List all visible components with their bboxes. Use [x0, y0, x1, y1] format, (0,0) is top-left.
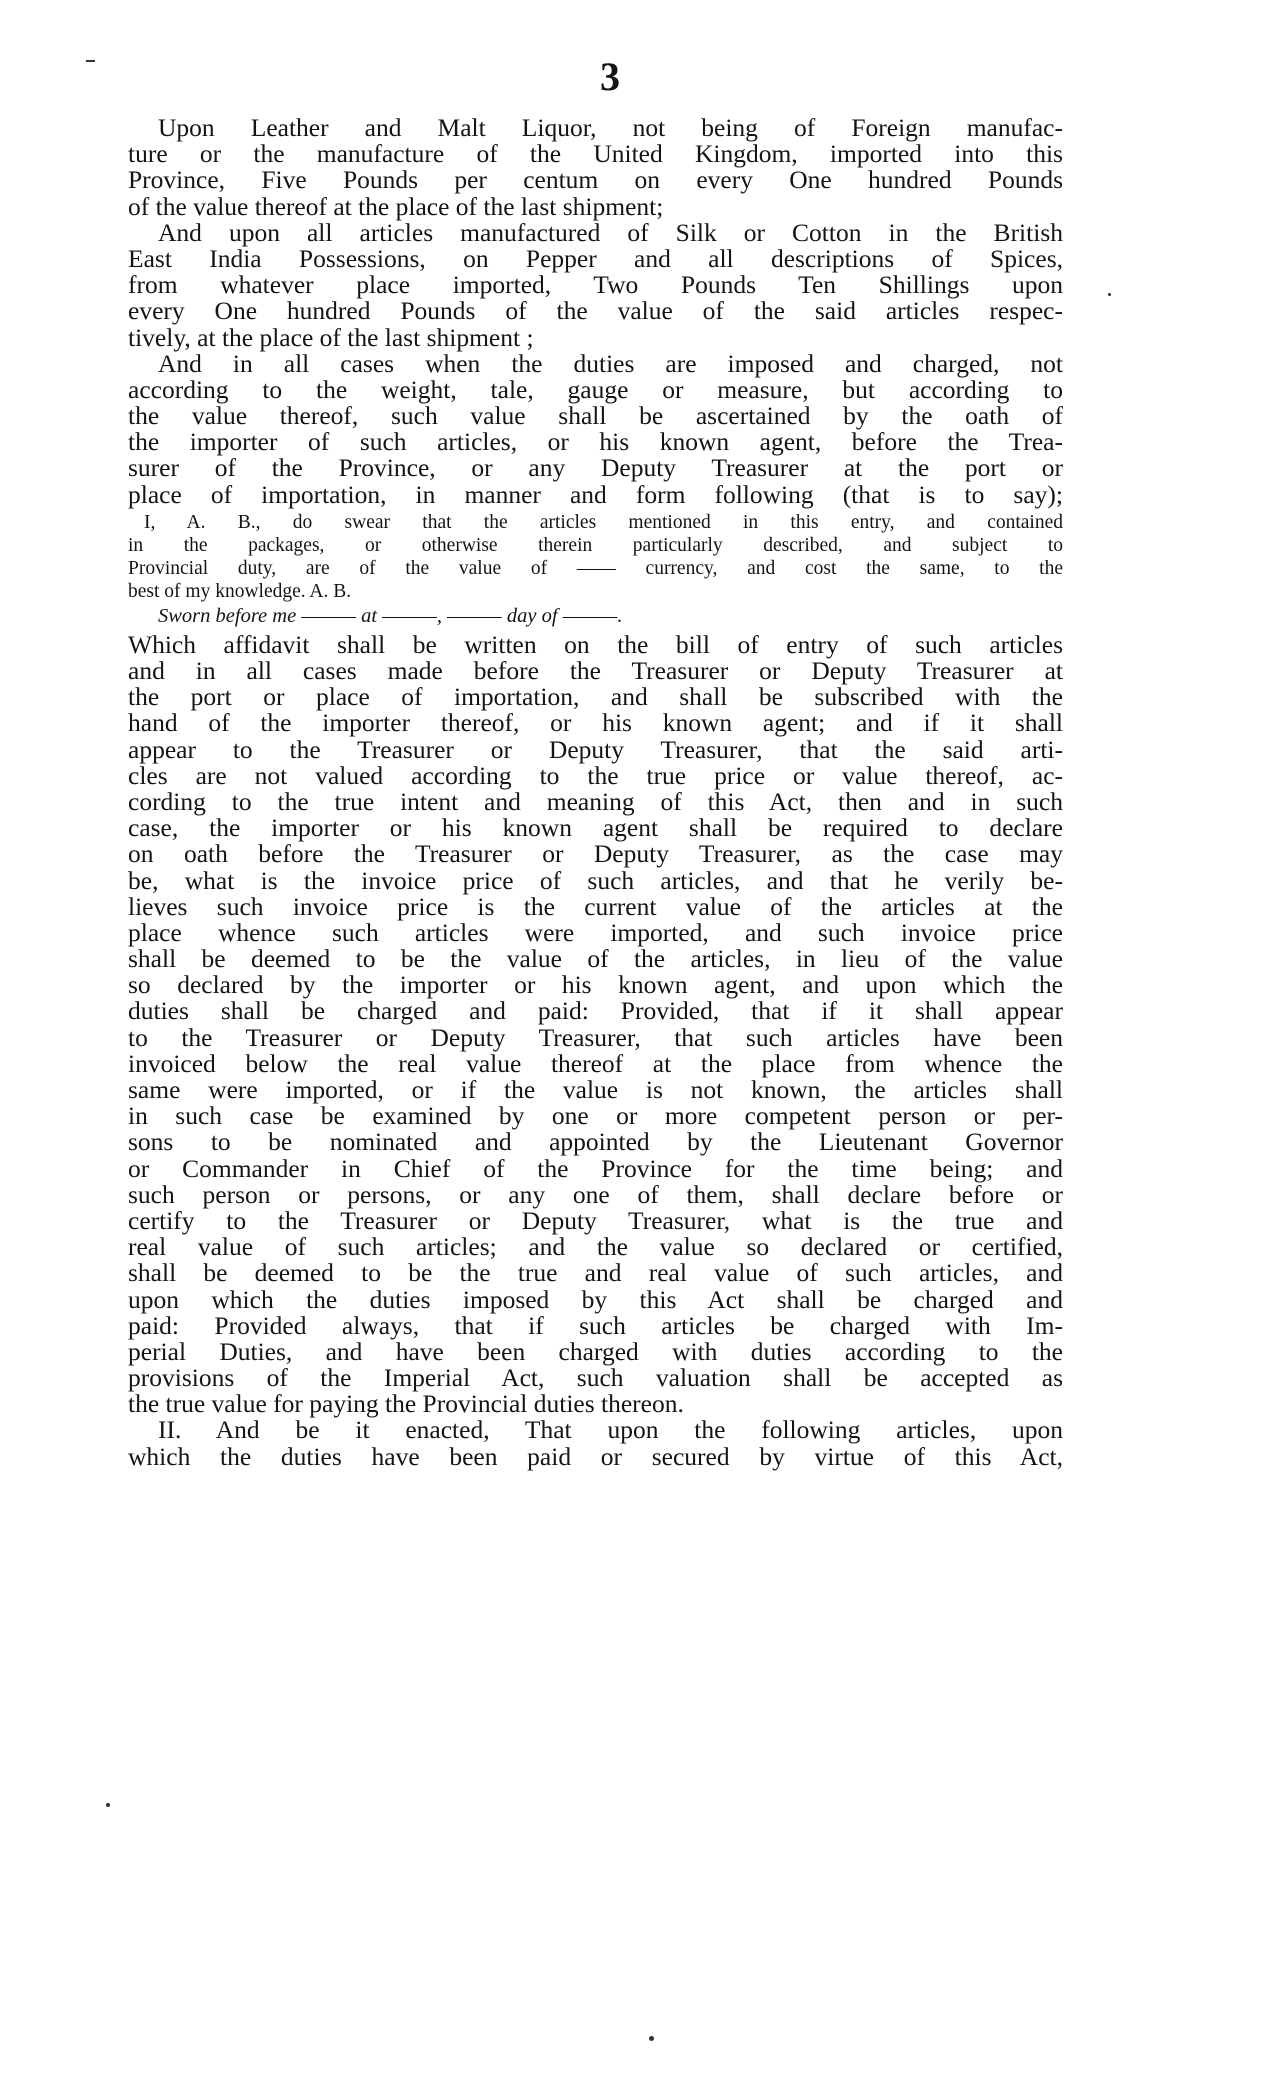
text-line: duties shall be charged and paid: Provided, that if it shall appear: [128, 996, 1063, 1026]
text-line: the port or place of importation, and shall be subscribed with the: [128, 682, 1063, 712]
text-line: which the duties have been paid or secured by virtue of this Act,: [128, 1441, 1063, 1471]
text-line: and in all cases made before the Treasurer or Deputy Treasurer at: [128, 656, 1063, 685]
section-heading-line: II. And be it enacted, That upon the following articles, upon: [158, 1415, 1063, 1445]
text-line: such person or persons, or any one of them, shall declare before or: [128, 1179, 1063, 1209]
text-line: upon which the duties imposed by this Act shall be charged and: [128, 1284, 1063, 1314]
sworn-line: Sworn before me ——— at ———, ——— day of ———.: [158, 604, 623, 627]
text-line: appear to the Treasurer or Deputy Treasurer, that the said arti-: [128, 734, 1063, 764]
oath-line: best of my knowledge. A. B.: [128, 580, 352, 602]
printer-mark: [1108, 293, 1111, 296]
text-line: of the value thereof at the place of the last shipment;: [128, 191, 664, 221]
text-line: invoiced below the real value thereof at the place from whence the: [128, 1048, 1063, 1078]
text-line: cording to the true intent and meaning of this Act, then and in such: [128, 786, 1063, 816]
text-line: on oath before the Treasurer or Deputy Treasurer, as the case may: [128, 839, 1063, 869]
text-line: so declared by the importer or his known agent, and upon which the: [128, 970, 1063, 1000]
text-line: Which affidavit shall be written on the bill of entry of such articles: [128, 629, 1063, 659]
text-line: Upon Leather and Malt Liquor, not being of Foreign manufac-: [158, 113, 1063, 142]
text-line: real value of such articles; and the value so declared or certified,: [128, 1232, 1063, 1262]
text-line: the value thereof, such value shall be ascertained by the oath of: [128, 401, 1063, 431]
printer-mark: [86, 60, 95, 62]
text-line: the importer of such articles, or his known agent, before the Trea-: [128, 427, 1063, 457]
text-line: surer of the Province, or any Deputy Treasurer at the port or: [128, 453, 1063, 483]
text-line: paid: Provided always, that if such articles be charged with Im-: [128, 1310, 1063, 1340]
oath-form: [128, 511, 1063, 629]
text-line: place whence such articles were imported, and such invoice price: [128, 917, 1063, 947]
text-line: East India Possessions, on Pepper and all descriptions of Spices,: [128, 243, 1063, 273]
page-number: 3: [600, 54, 620, 99]
text-line: certify to the Treasurer or Deputy Treasurer, what is the true and: [128, 1205, 1063, 1235]
text-line: lieves such invoice price is the current value of the articles at the: [128, 891, 1063, 921]
oath-line: I, A. B., do swear that the articles mentioned in this entry, and contained: [144, 511, 1063, 533]
text-line: in such case be examined by one or more competent person or per-: [128, 1101, 1063, 1131]
oath-line: Provincial duty, are of the value of —— currency, and cost the same, to the: [128, 557, 1063, 579]
text-line: or Commander in Chief of the Province for the time being; and: [128, 1153, 1063, 1183]
text-line: from whatever place imported, Two Pounds Ten Shillings upon: [128, 270, 1063, 300]
printer-mark: [106, 1803, 110, 1807]
text-line: sons to be nominated and appointed by the Lieutenant Governor: [128, 1127, 1063, 1157]
text-line: same were imported, or if the value is not known, the articles shall: [128, 1075, 1063, 1104]
text-line: shall be deemed to be the true and real value of such articles, and: [128, 1258, 1063, 1288]
text-line: cles are not valued according to the true price or value thereof, ac-: [128, 760, 1063, 790]
text-line: hand of the importer thereof, or his known agent; and if it shall: [128, 708, 1063, 738]
text-line: shall be deemed to be the value of the articles, in lieu of the value: [128, 944, 1063, 974]
text-line: be, what is the invoice price of such articles, and that he verily be-: [128, 865, 1063, 895]
text-line: And in all cases when the duties are imposed and charged, not: [158, 348, 1063, 378]
text-line: ture or the manufacture of the United Kingdom, imported into this: [128, 139, 1063, 169]
text-line: every One hundred Pounds of the value of the said articles respec-: [128, 296, 1063, 326]
body-text: [128, 115, 1063, 1470]
text-line: provisions of the Imperial Act, such valuation shall be accepted as: [128, 1363, 1063, 1393]
text-line: to the Treasurer or Deputy Treasurer, that such articles have been: [128, 1022, 1063, 1052]
text-line: tively, at the place of the last shipment ;: [128, 322, 534, 352]
text-line: the true value for paying the Provincial duties thereon.: [128, 1389, 684, 1419]
text-line: And upon all articles manufactured of Silk or Cotton in the British: [158, 217, 1063, 247]
text-line: Province, Five Pounds per centum on every One hundred Pounds: [128, 165, 1063, 195]
text-line: perial Duties, and have been charged with duties according to the: [128, 1336, 1063, 1366]
text-line: according to the weight, tale, gauge or measure, but according to: [128, 374, 1063, 404]
printer-mark: [649, 2036, 654, 2041]
text-line: place of importation, in manner and form following (that is to say);: [128, 479, 1063, 509]
oath-line: in the packages, or otherwise therein particularly described, and subject to: [128, 534, 1063, 556]
text-line: case, the importer or his known agent shall be required to declare: [128, 813, 1063, 843]
